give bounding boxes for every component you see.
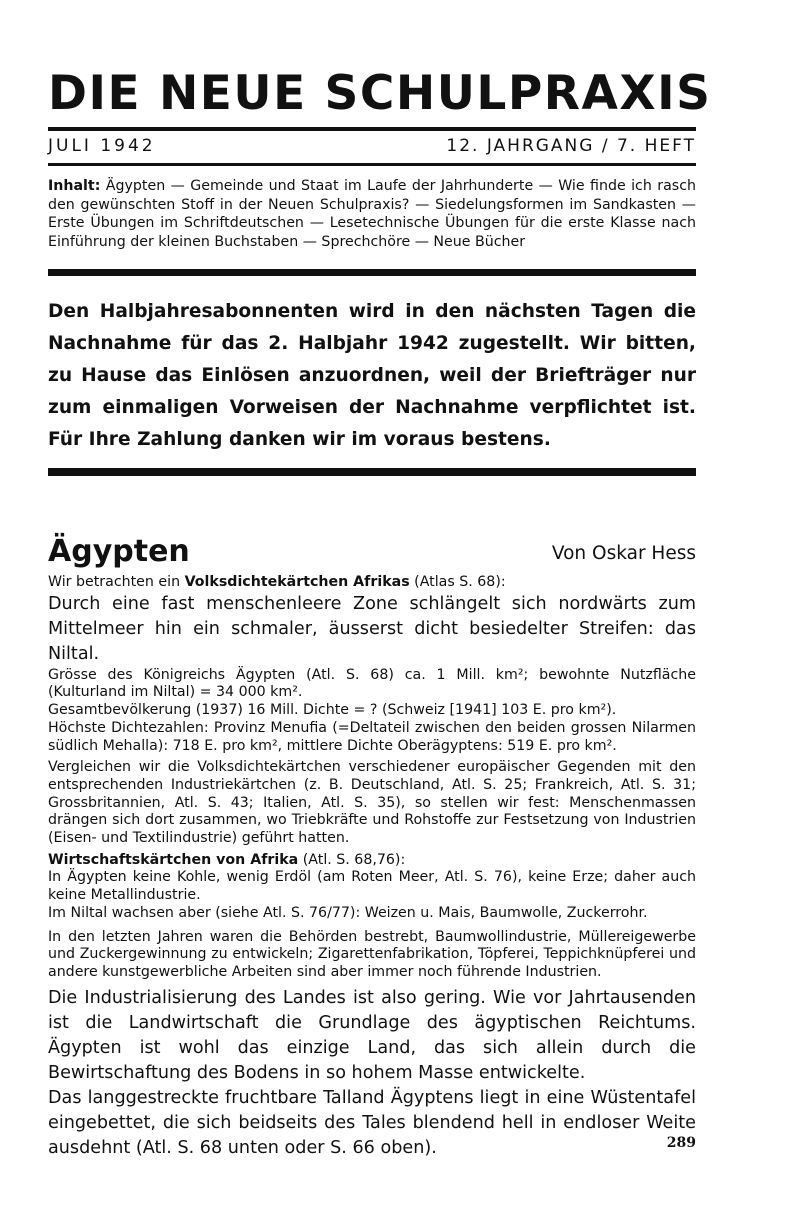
rule-under-contents: [48, 269, 696, 276]
paragraph: [48, 852, 696, 870]
issue-volume: 12. JAHRGANG / 7. HEFT: [446, 136, 696, 156]
paragraph-large: Durch eine fast menschenleere Zone schlängelt sich nordwärts zum Mittelmeer hin ein schmaler, äusserst dicht besiedelter Streifen: das Niltal.: [48, 593, 696, 664]
issue-date: JULI 1942: [48, 136, 156, 156]
contents-label: Inhalt:: [48, 178, 101, 194]
paragraph-large: Die Industrialisierung des Landes ist also gering. Wie vor Jahrtausenden ist die Landwirtschaft die Grundlage des ägyptischen Reichtums. Ägypten ist wohl das einzige Land, das sich allein durch die Bewirtschaftung des Bodens in so hohem Masse entwickelte.: [48, 987, 696, 1083]
article-author: Von Oskar Hess: [551, 543, 696, 564]
paragraph: Im Niltal wachsen aber (siehe Atl. S. 76/77): Weizen u. Mais, Baumwolle, Zuckerrohr.: [48, 904, 648, 921]
paragraph: In Ägypten keine Kohle, wenig Erdöl (am Roten Meer, Atl. S. 76), keine Erze; daher auch keine Metallindustrie.: [48, 869, 696, 904]
paragraph-large: Das langgestreckte fruchtbare Talland Ägyptens liegt in eine Wüstentafel eingebettet, die sich beidseits des Tales blendend hell in endloser Weite ausdehnt (Atl. S. 68 unten oder S. 66 oben).: [48, 1087, 696, 1158]
contents-text: Ägypten — Gemeinde und Staat im Laufe der Jahrhunderte — Wie finde ich rasch den gewünschten Stoff in der Neuen Schulpraxis? — Siedelungsformen im Sandkasten — Erste Übungen im Schriftdeutschen — Lesetechnische Übungen für die erste Klasse nach Einführung der kleinen Buchstaben — Sprechchöre — Neue Bücher: [48, 178, 696, 250]
paragraph: [48, 574, 696, 592]
article-title: Ägypten: [48, 534, 190, 569]
rule-under-issue: [48, 163, 696, 166]
paragraph-text: (Atl. S. 68,76):: [298, 851, 406, 868]
page-number: 289: [666, 1135, 696, 1151]
paragraph-text: (Atlas S. 68):: [409, 574, 506, 590]
rule-under-notice: [48, 468, 696, 476]
paragraph-text: Wir betrachten ein: [48, 574, 185, 590]
issue-info: [48, 135, 696, 157]
paragraph: Vergleichen wir die Volksdichtekärtchen verschiedener europäischer Gegenden mit den entsprechenden Industriekärtchen (z. B. Deutschland, Atl. S. 25; Frankreich, Atl. S. 31; Grossbritannien, Atl. S. 43; Italien, Atl. S. 35), so stellen wir fest: Menschenmassen drängen sich dort zusammen, wo Triebkräfte und Rohstoffe zur Festsetzung von Industrien (Eisen- und Textilindustrie) geführt hatten.: [48, 759, 696, 847]
table-of-contents: [48, 177, 696, 251]
masthead-title: DIE NEUE SCHULPRAXIS: [48, 66, 712, 121]
rule-top: [48, 127, 696, 131]
paragraph: Höchste Dichtezahlen: Provinz Menufia (=Deltateil zwischen den beiden grossen Nilarmen südlich Mehalla): 718 E. pro km², mittlere Dichte Oberägyptens: 519 E. pro km².: [48, 719, 696, 754]
paragraph-bold-text: Volksdichtekärtchen Afrikas: [184, 574, 410, 590]
subscription-notice: Den Halbjahresabonnenten wird in den nächsten Tagen die Nachnahme für das 2. Halbjahr 1942 zugestellt. Wir bitten, zu Hause das Einlösen anzuordnen, weil der Briefträger nur zum einmaligen Vorweisen der Nachnahme verpflichtet ist. Für Ihre Zahlung danken wir im voraus bestens.: [48, 301, 696, 450]
paragraph-bold-text: Wirtschaftskärtchen von Afrika: [48, 851, 299, 868]
paragraph: In den letzten Jahren waren die Behörden bestrebt, Baumwollindustrie, Müllereigewerbe und Zuckergewinnung zu entwickeln; Zigarettenfabrikation, Töpferei, Teppichknüpferei und andere kunstgewerbliche Arbeiten sind aber immer noch führende Industrien.: [48, 928, 696, 980]
paragraph: Gesamtbevölkerung (1937) 16 Mill. Dichte = ? (Schweiz [1941] 103 E. pro km²).: [48, 702, 617, 719]
article-body: [48, 574, 696, 1161]
paragraph: Grösse des Königreichs Ägypten (Atl. S. 68) ca. 1 Mill. km²; bewohnte Nutzfläche (Kulturland im Niltal) = 34 000 km².: [48, 666, 696, 701]
